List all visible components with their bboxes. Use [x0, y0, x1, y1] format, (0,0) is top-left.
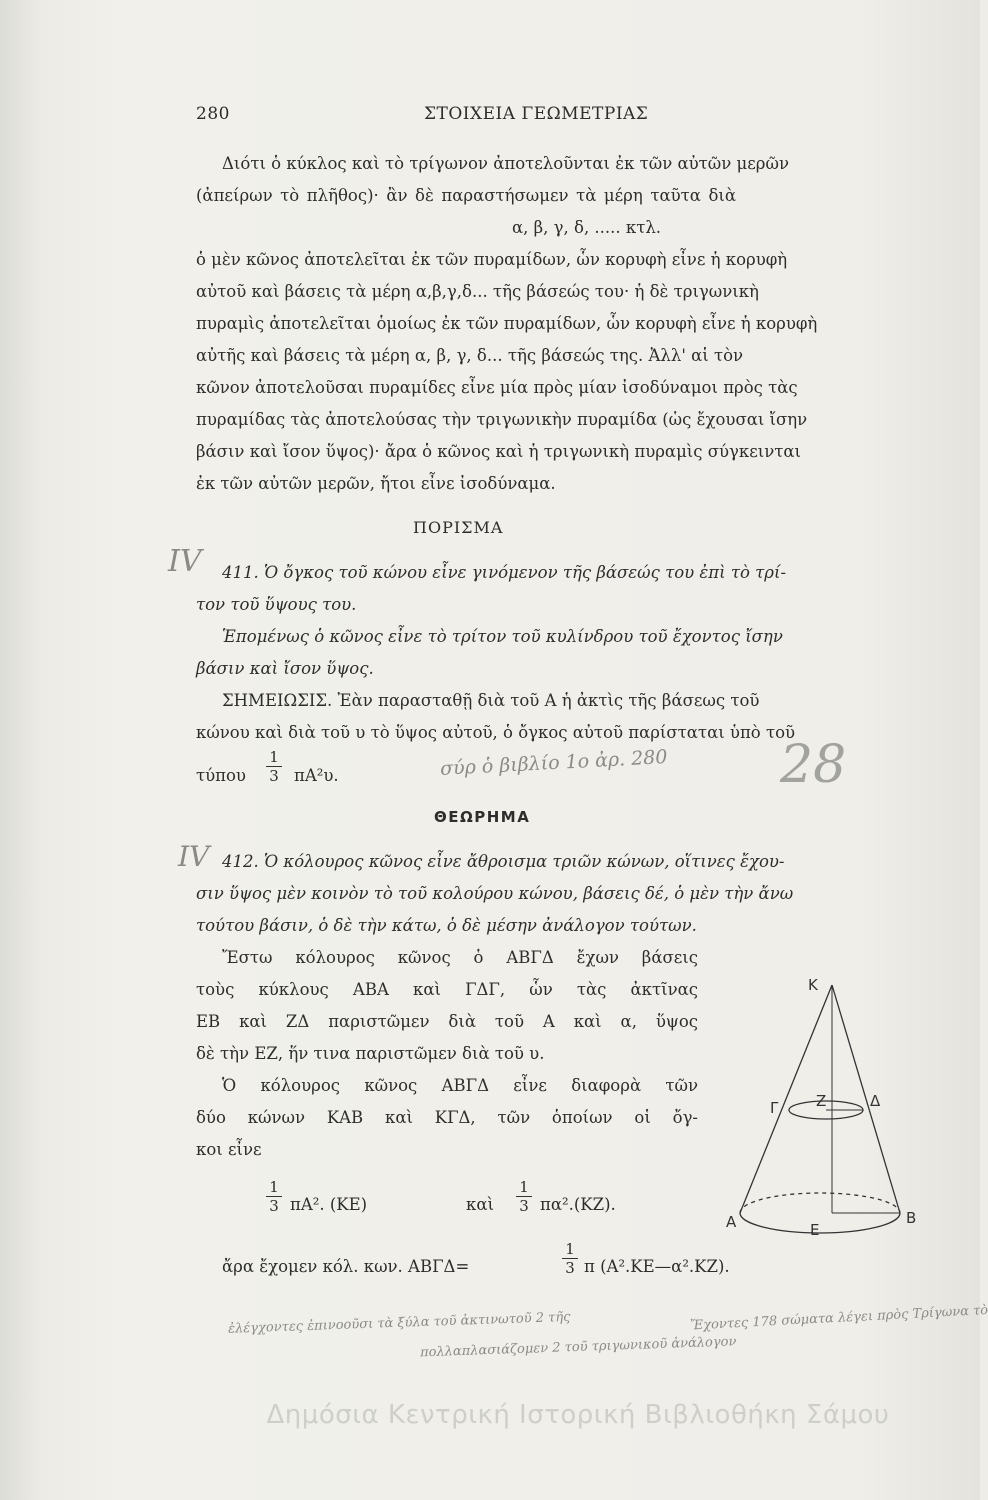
body-line-10: βάσιν καὶ ἴσον ὕψος)· ἄρα ὁ κῶνος καὶ ἡ τριγωνικὴ πυραμὶς σύγκεινται	[196, 442, 802, 461]
fraction-denominator: 3	[269, 1197, 279, 1215]
lower-base-front	[740, 1213, 900, 1233]
figure-label-a: Α	[726, 1213, 737, 1231]
formula2-text: πα².(ΚΖ).	[540, 1195, 616, 1214]
formula3-prefix: ἄρα ἔχομεν κόλ. κων. ΑΒΓΔ=	[222, 1257, 470, 1276]
pencil-note-number: 28	[780, 735, 847, 795]
body-line-3: α, β, γ, δ, ..... κτλ.	[512, 218, 662, 237]
margin-mark-411: IV	[168, 544, 202, 579]
formula3-fraction	[562, 1242, 578, 1275]
figure-label-g: Γ	[770, 1099, 779, 1117]
theorem-line-3: τούτου βάσιν, ὁ δὲ τὴν κάτω, ὁ δὲ μέσην ἀνάλογον τούτων.	[196, 916, 697, 935]
figure-label-b: Β	[906, 1209, 917, 1227]
body-line-6: πυραμὶς ἀποτελεῖται ὁμοίως ἐκ τῶν πυραμίδων, ὧν κορυφὴ εἶνε ἡ κορυφὴ	[196, 314, 818, 333]
page-number: 280	[196, 104, 230, 124]
pencil-note-bottom-left: ἐλέγχοντες ἐπινοοῦσι τὰ ξύλα τοῦ ἀκτινωτοῦ 2 τῆς	[227, 1309, 571, 1337]
theorem-line-6: ΕΒ καὶ ΖΔ παριστῶμεν διὰ τοῦ Α καὶ α, ὕψος	[196, 1012, 698, 1031]
porisma-line-1: 411. Ὁ ὄγκος τοῦ κώνου εἶνε γινόμενον τῆς βάσεώς του ἐπὶ τὸ τρί-	[222, 563, 787, 582]
theorem-line-10: κοι εἶνε	[196, 1140, 262, 1159]
porisma-line-3: Ἑπομένως ὁ κῶνος εἶνε τὸ τρίτον τοῦ κυλίνδρου τοῦ ἔχοντος ἴσην	[222, 627, 783, 646]
margin-mark-412: IV	[178, 840, 210, 873]
formula2-fraction	[516, 1180, 532, 1213]
note-line-2: κώνου καὶ διὰ τοῦ υ τὸ ὕψος αὐτοῦ, ὁ ὄγκος αὐτοῦ παρίσταται ὑπὸ τοῦ	[196, 723, 796, 742]
fraction-numerator: 1	[269, 1178, 279, 1196]
theorem-line-9: δύο κώνων ΚΑΒ καὶ ΚΓΔ, τῶν ὁποίων οἱ ὄγ-	[196, 1108, 698, 1127]
note-fraction	[266, 750, 282, 783]
pencil-note-bottom-right: Ἔχοντες 178 σώματα λέγει πρὸς Τρίγωνα τὸ	[689, 1302, 988, 1334]
cone-frustum-figure	[726, 975, 930, 1265]
porisma-line-4: βάσιν καὶ ἴσον ὕψος.	[196, 659, 374, 678]
porisma-heading: ΠΟΡΙΣΜΑ	[413, 518, 504, 537]
theorem-line-2: σιν ὕψος μὲν κοινὸν τὸ τοῦ κολούρου κώνου, βάσεις δέ, ὁ μὲν τὴν ἄνω	[196, 884, 794, 903]
figure-label-z: Ζ	[816, 1092, 827, 1110]
running-title: ΣΤΟΙΧΕΙΑ ΓΕΩΜΕΤΡΙΑΣ	[424, 104, 649, 124]
fraction-numerator: 1	[565, 1240, 575, 1258]
body-line-8: κῶνον ἀποτελοῦσαι πυραμίδες εἶνε μία πρὸς μίαν ἰσοδύναμοι πρὸς τὰς	[196, 378, 798, 397]
note-line-3-prefix: τύπου	[196, 766, 246, 785]
theorem-line-5: τοὺς κύκλους ΑΒΑ καὶ ΓΔΓ, ὧν τὰς ἀκτῖνας	[196, 980, 698, 999]
fraction-denominator: 3	[565, 1259, 575, 1277]
body-line-1: Διότι ὁ κύκλος καὶ τὸ τρίγωνον ἀποτελοῦνται ἐκ τῶν αὐτῶν μερῶν	[222, 154, 789, 173]
figure-label-e: Ε	[810, 1221, 820, 1239]
page-header	[196, 104, 736, 128]
lower-base-back	[740, 1193, 900, 1213]
body-line-7: αὐτῆς καὶ βάσεις τὰ μέρη α, β, γ, δ... τῆς βάσεώς της. Ἀλλ' αἱ τὸν	[196, 346, 744, 365]
formula1-text: πΑ². (ΚΕ)	[290, 1195, 368, 1214]
body-line-5: αὐτοῦ καὶ βάσεις τὰ μέρη α,β,γ,δ... τῆς βάσεώς του· ἡ δὲ τριγωνικὴ	[196, 282, 759, 301]
fraction-numerator: 1	[519, 1178, 529, 1196]
figure-label-k: Κ	[808, 976, 818, 994]
formula3-text: π (Α².ΚΕ—α².ΚΖ).	[584, 1257, 730, 1276]
note-line-1: ΣΗΜΕΙΩΣΙΣ. Ἐὰν παρασταθῇ διὰ τοῦ Α ἡ ἀκτὶς τῆς βάσεως τοῦ	[222, 691, 760, 710]
body-line-2: (ἀπείρων τὸ πλῆθος)· ἂν δὲ παραστήσωμεν τὰ μέρη ταῦτα διὰ	[196, 186, 736, 205]
body-line-11: ἐκ τῶν αὐτῶν μερῶν, ἤτοι εἶνε ἰσοδύναμα.	[196, 474, 556, 493]
pencil-note-bottom-mid: πολλαπλασιάζομεν 2 τοῦ τριγωνικοῦ ἀνάλογον	[419, 1334, 737, 1361]
theorem-line-1: 412. Ὁ κόλουρος κῶνος εἶνε ἄθροισμα τριῶν κώνων, οἵτινες ἔχου-	[222, 852, 785, 871]
theorem-line-7: δὲ τὴν ΕΖ, ἥν τινα παριστῶμεν διὰ τοῦ υ.	[196, 1044, 545, 1063]
body-line-9: πυραμίδας τὰς ἀποτελούσας τὴν τριγωνικὴν πυραμίδα (ὡς ἔχουσαι ἴσην	[196, 410, 808, 429]
porisma-line-2: τον τοῦ ὕψους του.	[196, 595, 357, 614]
library-watermark: Δημόσια Κεντρική Ιστορική Βιβλιοθήκη Σάμου	[266, 1400, 890, 1430]
formula2-prefix: καὶ	[466, 1195, 494, 1214]
theorem-line-4: Ἔστω κόλουρος κῶνος ὁ ΑΒΓΔ ἔχων βάσεις	[222, 948, 698, 967]
cone-right-edge	[832, 985, 900, 1213]
pencil-note-top: σύρ ὁ βιβλίο 1ο ἀρ. 280	[439, 746, 668, 780]
note-line-3-suffix: πΑ²υ.	[294, 766, 339, 785]
fraction-denominator: 3	[519, 1197, 529, 1215]
fraction-denominator: 3	[269, 767, 279, 785]
fraction-numerator: 1	[269, 748, 279, 766]
figure-label-d: Δ	[870, 1092, 881, 1110]
theorem-line-8: Ὁ κόλουρος κῶνος ΑΒΓΔ εἶνε διαφορὰ τῶν	[222, 1076, 698, 1095]
theorem-heading: ΘΕΩΡΗΜΑ	[434, 808, 531, 826]
formula1-fraction	[266, 1180, 282, 1213]
body-line-4: ὁ μὲν κῶνος ἀποτελεῖται ἐκ τῶν πυραμίδων, ὧν κορυφὴ εἶνε ἡ κορυφὴ	[196, 250, 788, 269]
